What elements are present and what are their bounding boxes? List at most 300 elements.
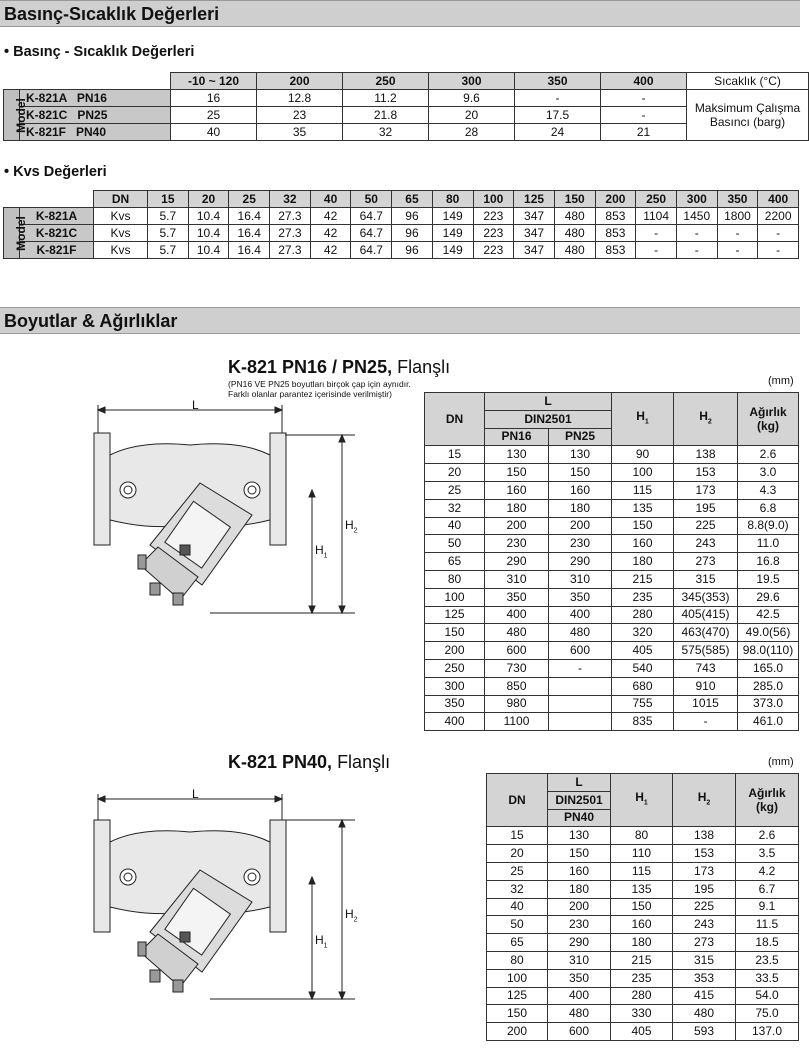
table-cell: 98.0(110) [738,642,799,660]
table-cell: 243 [673,916,736,934]
table-row [425,464,799,482]
table-cell: 18.5 [736,934,799,952]
table-cell: 3.5 [736,845,799,863]
table-cell: 138 [674,446,738,464]
pressure-temp-subtitle: • Basınç - Sıcaklık Değerleri [4,44,195,60]
dn-column-header: 20 [188,191,229,208]
table-cell: 600 [485,642,549,660]
table-row [425,481,799,499]
table-cell: 2.6 [738,446,799,464]
table-row [425,624,799,642]
table-cell: 90 [612,446,674,464]
table-cell: 153 [673,845,736,863]
temp-unit-label: Sıcaklık (°C) [687,73,809,90]
table-cell: 347 [514,242,555,259]
model-cell: K-821C [20,225,94,242]
table-cell: 5.7 [148,208,189,225]
table-cell: 153 [674,464,738,482]
table-cell: 347 [514,208,555,225]
l-header: L [548,774,611,792]
table-cell [549,695,612,713]
table-cell: 135 [611,880,673,898]
table-cell: 150 [611,898,673,916]
table-cell: 400 [548,987,611,1005]
table-cell: 223 [473,242,514,259]
table-row [487,845,799,863]
temp-header: 400 [601,73,687,90]
dn-column-header: 300 [676,191,717,208]
dn-column-header: 150 [554,191,595,208]
table-cell: 25 [171,107,257,124]
pn40-header: PN40 [548,809,611,827]
table-cell: 600 [548,1023,611,1041]
pn40-dimensions-table [486,773,799,1041]
table-cell: 285.0 [738,677,799,695]
table-cell: - [717,225,758,242]
table-cell: 40 [425,517,485,535]
table-cell [549,713,612,731]
temp-header: 250 [343,73,429,90]
table-cell: 910 [674,677,738,695]
table-cell: 80 [425,570,485,588]
table-cell: 273 [673,934,736,952]
table-cell: 130 [548,827,611,845]
table-cell: 173 [673,862,736,880]
pn16-dimensions-table [424,392,799,731]
pressure-temperature-table [3,72,809,141]
table-cell: 149 [432,208,473,225]
weight-header: Ağırlık (kg) [738,393,799,446]
table-cell: 200 [425,642,485,660]
table-cell: 540 [612,659,674,677]
table-cell: 15 [487,827,548,845]
table-cell: 280 [612,606,674,624]
table-cell: 150 [487,1005,548,1023]
table-cell: 223 [473,225,514,242]
table-row [425,517,799,535]
dn-column-header: 15 [148,191,189,208]
table-cell: 480 [485,624,549,642]
table-cell: 12.8 [257,90,343,107]
dn-column-header: 80 [432,191,473,208]
table-cell: 138 [673,827,736,845]
table-cell: 1800 [717,208,758,225]
table-row [425,713,799,731]
kvs-subtitle: • Kvs Değerleri [4,164,107,180]
model-cell: K-821C PN25 [20,107,171,124]
dn-column-header: 65 [392,191,433,208]
table-cell: 42 [310,225,351,242]
h1-header: $H_1$ [612,393,674,446]
table-cell: 330 [611,1005,673,1023]
table-cell: 415 [673,987,736,1005]
table-row [487,951,799,969]
table-cell: 405 [612,642,674,660]
table-cell: - [717,242,758,259]
table-cell: 20 [487,845,548,863]
unit-cell: Kvs [94,242,148,259]
table-cell: 16.4 [229,208,270,225]
table-cell: 350 [425,695,485,713]
table-cell: 42.5 [738,606,799,624]
table-cell: - [515,90,601,107]
table-row [487,969,799,987]
table-cell: - [549,659,612,677]
section-title: Boyutlar & Ağırlıklar [4,311,178,331]
table-cell: 35 [257,124,343,141]
table-cell: 480 [554,225,595,242]
table-cell: 130 [549,446,612,464]
table-cell: 345(353) [674,588,738,606]
table-cell: 180 [612,553,674,571]
table-cell: - [676,242,717,259]
table-cell: 310 [485,570,549,588]
table-cell: 80 [487,951,548,969]
table-row [425,570,799,588]
table-cell: 400 [549,606,612,624]
table-row [425,695,799,713]
kvs-table [3,190,799,259]
table-cell: 10.4 [188,242,229,259]
table-row [425,535,799,553]
dn-label: DN [94,191,148,208]
table-cell: 96 [392,242,433,259]
table-cell: 180 [549,499,612,517]
table-cell: 4.3 [738,481,799,499]
weight-header: Ağırlık (kg) [736,774,799,827]
table-cell: 149 [432,242,473,259]
pn25-header: PN25 [549,428,612,446]
table-cell: 125 [425,606,485,624]
dimension-l-label: L [192,787,199,801]
table-cell: 16.8 [738,553,799,571]
table-cell: 350 [485,588,549,606]
table-cell: - [636,242,677,259]
table-cell: 160 [549,481,612,499]
dimension-h2-label: $H_2$ [345,518,358,535]
table-row [487,898,799,916]
table-row [425,677,799,695]
table-cell: 180 [548,880,611,898]
table-row [425,588,799,606]
table-cell: 17.5 [515,107,601,124]
model-cell: K-821A PN16 [20,90,171,107]
table-cell: 150 [425,624,485,642]
table-cell: 25 [487,862,548,880]
dimension-h1-label: $H_1$ [315,933,328,950]
table-cell: 16.4 [229,225,270,242]
table-cell: 29.6 [738,588,799,606]
table-cell: 9.1 [736,898,799,916]
table-cell [549,677,612,695]
table-cell: 27.3 [270,242,311,259]
dn-column-header: 25 [229,191,270,208]
table-cell: 353 [673,969,736,987]
pn16-note: (PN16 VE PN25 boyutları birçok çap için aynıdır. Farklı olanlar parantez içerisinde verilmiştir) [228,379,411,399]
table-cell: 195 [673,880,736,898]
table-row [487,827,799,845]
table-cell: 125 [487,987,548,1005]
table-cell: 575(585) [674,642,738,660]
table-cell: 21.8 [343,107,429,124]
table-cell: 1015 [674,695,738,713]
table-cell: 373.0 [738,695,799,713]
table-cell: 200 [487,1023,548,1041]
table-cell: 400 [425,713,485,731]
table-cell: 310 [549,570,612,588]
table-cell: 10.4 [188,225,229,242]
table-cell: 25 [425,481,485,499]
table-cell: 16 [171,90,257,107]
table-cell: 6.8 [738,499,799,517]
table-cell: 5.7 [148,242,189,259]
table-cell: 96 [392,208,433,225]
table-row [487,916,799,934]
table-cell: 75.0 [736,1005,799,1023]
dn-column-header: 100 [473,191,514,208]
table-cell: 150 [549,464,612,482]
table-cell: 20 [429,107,515,124]
table-cell: 150 [612,517,674,535]
table-cell: 680 [612,677,674,695]
table-cell: 16.4 [229,242,270,259]
table-cell: 160 [611,916,673,934]
table-cell: 9.6 [429,90,515,107]
table-cell: 300 [425,677,485,695]
section-header-dimensions-weights [0,307,800,334]
table-cell: 310 [548,951,611,969]
table-cell: 200 [485,517,549,535]
table-cell: 50 [487,916,548,934]
table-cell: 215 [611,951,673,969]
model-label: Model [4,90,20,141]
h2-header: $H_2$ [674,393,738,446]
table-cell: 350 [548,969,611,987]
table-cell: 230 [485,535,549,553]
table-cell: 853 [595,208,636,225]
table-cell: 730 [485,659,549,677]
table-cell: 480 [554,208,595,225]
table-cell: 115 [612,481,674,499]
table-cell: 1450 [676,208,717,225]
table-cell: 980 [485,695,549,713]
table-cell: 50 [425,535,485,553]
table-cell: 290 [485,553,549,571]
table-cell: 27.3 [270,225,311,242]
table-cell: 225 [673,898,736,916]
table-cell: 150 [485,464,549,482]
temp-header: 300 [429,73,515,90]
unit-cell: Kvs [94,208,148,225]
table-cell: 400 [485,606,549,624]
table-cell: 115 [611,862,673,880]
model-cell: K-821F PN40 [20,124,171,141]
table-cell: 160 [485,481,549,499]
table-cell: 230 [549,535,612,553]
table-cell: 600 [549,642,612,660]
dn-column-header: 50 [351,191,392,208]
table-cell: 80 [611,827,673,845]
table-cell: 405(415) [674,606,738,624]
table-cell: - [758,242,799,259]
table-cell: 405 [611,1023,673,1041]
table-cell: 180 [611,934,673,952]
table-cell: 350 [549,588,612,606]
table-cell: 853 [595,225,636,242]
table-cell: 100 [612,464,674,482]
unit-cell: Kvs [94,225,148,242]
table-cell: 290 [548,934,611,952]
dn-column-header: 40 [310,191,351,208]
table-cell: 64.7 [351,225,392,242]
table-cell: 135 [612,499,674,517]
table-cell: 23.5 [736,951,799,969]
valve-drawing-pn40 [80,775,370,1005]
table-cell: 40 [487,898,548,916]
table-cell: 27.3 [270,208,311,225]
table-cell: 243 [674,535,738,553]
dn-header: DN [487,774,548,827]
table-cell: 33.5 [736,969,799,987]
table-cell: 195 [674,499,738,517]
table-cell: 315 [673,951,736,969]
table-cell: 4.2 [736,862,799,880]
h2-header: $H_2$ [673,774,736,827]
table-cell: 1104 [636,208,677,225]
table-row [425,659,799,677]
table-cell: 24 [515,124,601,141]
table-cell: 1100 [485,713,549,731]
pressure-label: Maksimum Çalışma Basıncı (barg) [687,90,809,141]
table-row [487,862,799,880]
table-cell: 11.2 [343,90,429,107]
table-cell: 21 [601,124,687,141]
dn-column-header: 250 [636,191,677,208]
dimension-h1-label: $H_1$ [315,543,328,560]
table-cell: - [674,713,738,731]
dn-column-header: 350 [717,191,758,208]
table-cell: 8.8(9.0) [738,517,799,535]
model-cell: K-821F [20,242,94,259]
table-cell: 347 [514,225,555,242]
table-cell: - [601,107,687,124]
pn16-header: PN16 [485,428,549,446]
model-label: Model [4,208,20,259]
dimension-l-label: L [192,398,199,412]
table-cell: 250 [425,659,485,677]
table-row [425,642,799,660]
table-cell: 290 [549,553,612,571]
table-row [487,987,799,1005]
table-cell: 49.0(56) [738,624,799,642]
table-cell: 5.7 [148,225,189,242]
temp-header: 350 [515,73,601,90]
din-header: DIN2501 [485,410,612,428]
table-cell: 480 [549,624,612,642]
temp-header: 200 [257,73,343,90]
dn-header: DN [425,393,485,446]
table-cell: 54.0 [736,987,799,1005]
table-cell: - [636,225,677,242]
table-cell: 173 [674,481,738,499]
table-cell: 853 [595,242,636,259]
table-cell: - [676,225,717,242]
table-cell: 130 [485,446,549,464]
table-cell: 149 [432,225,473,242]
table-cell: 137.0 [736,1023,799,1041]
table-cell: 65 [425,553,485,571]
table-cell: 315 [674,570,738,588]
temp-header: -10 ~ 120 [171,73,257,90]
model-cell: K-821A [20,208,94,225]
din-header: DIN2501 [548,791,611,809]
table-cell: 64.7 [351,242,392,259]
table-cell: 64.7 [351,208,392,225]
table-cell: 32 [343,124,429,141]
table-row [425,446,799,464]
table-cell: 225 [674,517,738,535]
unit-label: (mm) [768,756,794,768]
table-cell: 850 [485,677,549,695]
table-cell: 42 [310,208,351,225]
table-cell: 320 [612,624,674,642]
table-cell: 200 [548,898,611,916]
dn-column-header: 32 [270,191,311,208]
table-cell: 20 [425,464,485,482]
table-cell: 100 [425,588,485,606]
dimension-h2-label: $H_2$ [345,907,358,924]
table-cell: 23 [257,107,343,124]
table-cell: 273 [674,553,738,571]
table-row [487,1023,799,1041]
table-row [487,880,799,898]
table-cell: 2.6 [736,827,799,845]
table-cell: 480 [673,1005,736,1023]
table-cell: 480 [548,1005,611,1023]
table-cell: 100 [487,969,548,987]
table-cell: 6.7 [736,880,799,898]
pn16-title: K-821 PN16 / PN25, Flanşlı [228,357,451,377]
table-cell: 180 [485,499,549,517]
table-cell: 32 [425,499,485,517]
table-cell: 65 [487,934,548,952]
table-cell: 3.0 [738,464,799,482]
table-cell: 835 [612,713,674,731]
table-cell: 480 [554,242,595,259]
dn-column-header: 200 [595,191,636,208]
table-cell: 42 [310,242,351,259]
table-cell: 165.0 [738,659,799,677]
table-cell: 235 [612,588,674,606]
table-cell: 11.0 [738,535,799,553]
table-row [487,934,799,952]
table-cell: 215 [612,570,674,588]
section-header-pressure-temperature [0,0,800,27]
table-cell: - [758,225,799,242]
table-cell: 280 [611,987,673,1005]
table-cell: 223 [473,208,514,225]
table-cell: 28 [429,124,515,141]
table-cell: 19.5 [738,570,799,588]
valve-drawing-pn16 [80,395,370,620]
table-row [425,606,799,624]
dn-column-header: 125 [514,191,555,208]
table-cell: 160 [548,862,611,880]
table-cell: - [601,90,687,107]
table-cell: 32 [487,880,548,898]
table-cell: 160 [612,535,674,553]
table-cell: 15 [425,446,485,464]
